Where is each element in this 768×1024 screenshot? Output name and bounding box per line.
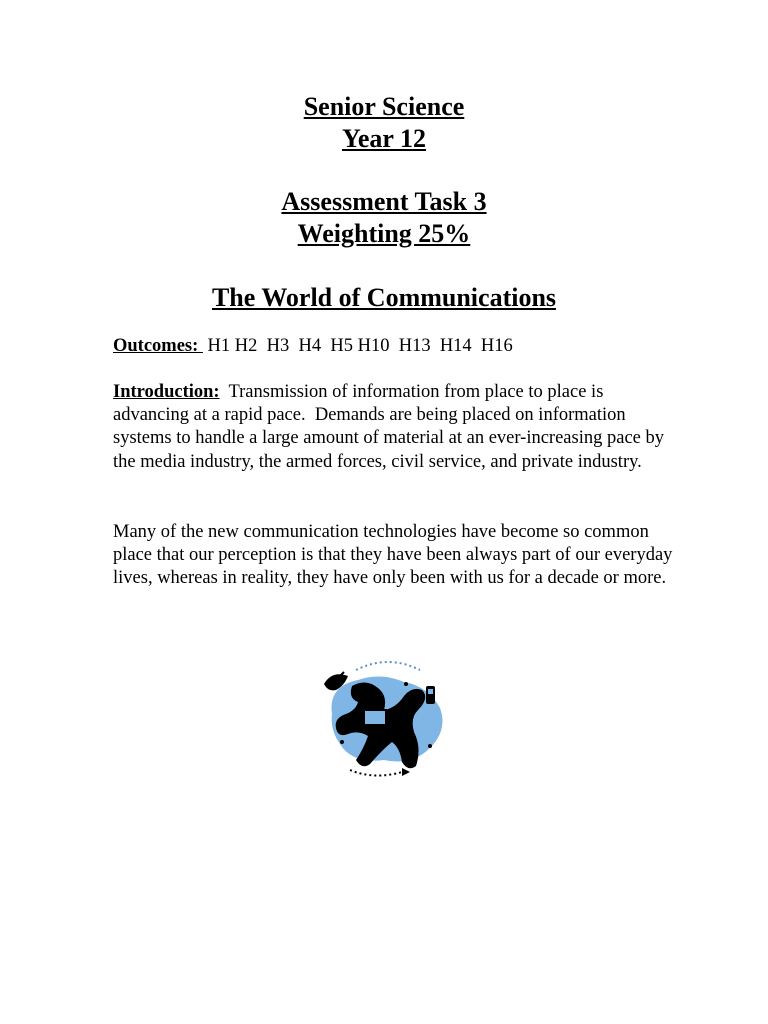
task-heading	[0, 186, 768, 250]
body-paragraph: Many of the new communication technologies have become so common place that our perception is that they have been always part of our everyday lives, whereas in reality, they have only been with us for a decade or more.	[113, 522, 673, 589]
page-title: The World of Communications	[211, 283, 557, 312]
weighting-title: Weighting 25%	[297, 219, 471, 248]
outcomes-line	[113, 335, 673, 358]
year-title: Year 12	[341, 124, 426, 153]
introduction-label: Introduction:	[113, 382, 220, 402]
course-heading	[0, 91, 768, 155]
outcomes-label: Outcomes:	[113, 336, 203, 356]
course-title: Senior Science	[303, 92, 465, 121]
communications-clipart-icon	[318, 656, 450, 780]
task-title: Assessment Task 3	[281, 187, 487, 216]
introduction-text: Transmission of information from place to place is advancing at a rapid pace. Demands are being placed on information systems to handle a large amount of material at an ever-increasing pace by the media industry, the armed forces, civil service, and private industry.	[113, 382, 669, 472]
introduction-paragraph	[113, 381, 673, 474]
outcomes-value: H1 H2 H3 H4 H5 H10 H13 H14 H16	[202, 336, 513, 356]
